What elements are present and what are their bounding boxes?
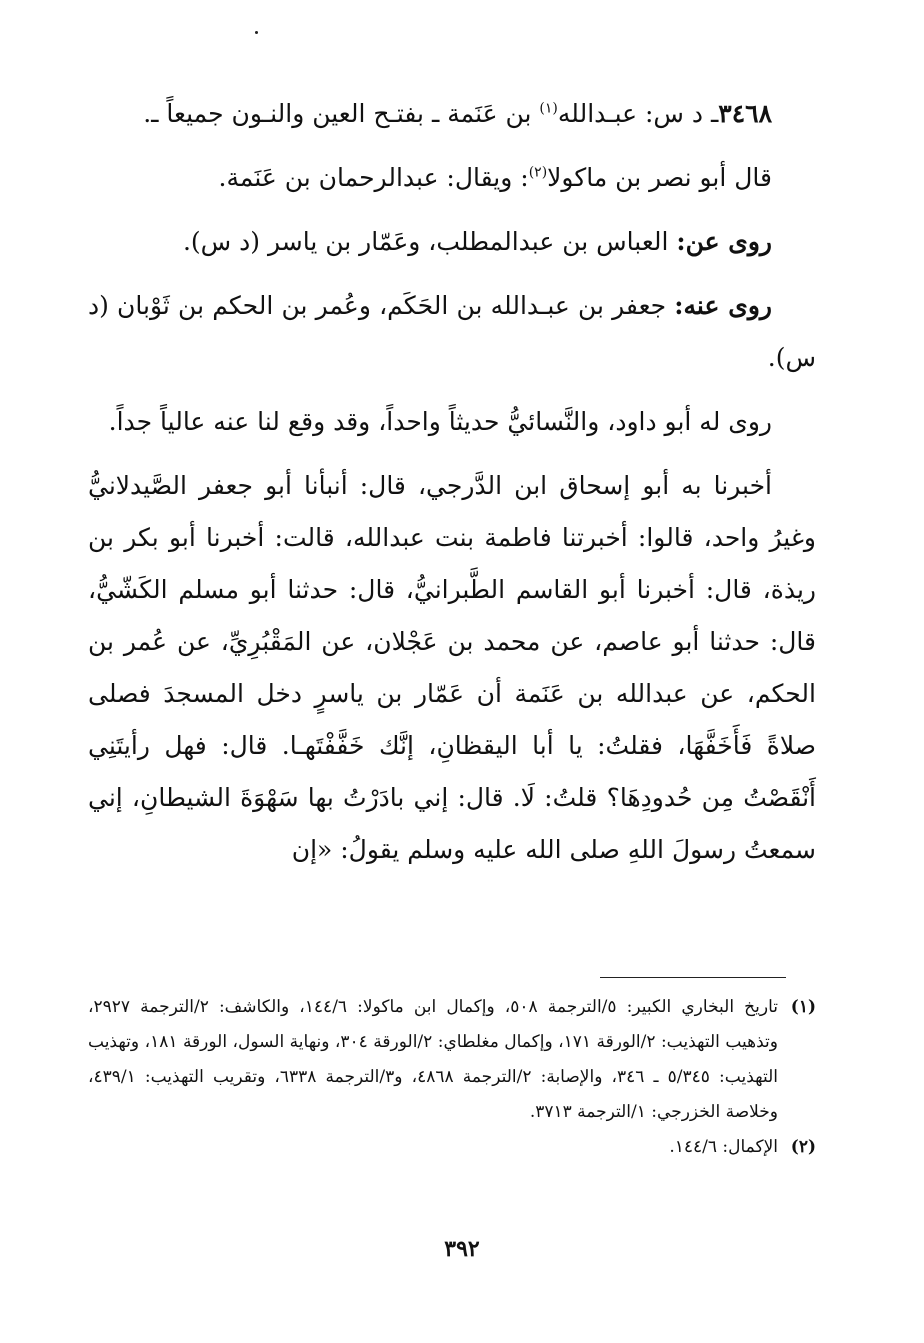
- makula-line: [88, 152, 816, 204]
- makula-rest: : ويقال: عبدالرحمان بن عَنَمة.: [218, 163, 529, 192]
- narrated-by-label: روى عنه:: [674, 291, 773, 320]
- narrated-from: [88, 216, 816, 268]
- entry-head-rest: بن عَنَمة ـ بفتـح العين والنـون جميعاً ـ.: [143, 99, 540, 128]
- scan-speck: [255, 31, 258, 34]
- footnote-mark: (١): [790, 997, 816, 1017]
- footnote-2: [88, 1130, 816, 1165]
- footnote-text: تاريخ البخاري الكبير: ٥/الترجمة ٥٠٨، وإكمال ابن ماكولا: ١٤٤/٦، والكاشف: ٢/الترجمة ٢٩٢٧، وتذهيب التهذيب: ٢/الورقة ١٧١، وإكمال مغلطاي: ٢/الورقة ٣٠٤، ونهاية السول، الورقة ١٨١، وتهذيب التهذيب: ٥/٣٤٥ ـ ٣٤٦، والإصابة: ٢/الترجمة ٤٨٦٨، و٣/الترجمة ٦٣٣٨، وتقريب التهذيب: ٤٣٩/١، وخلاصة الخزرجي: ١/الترجمة ٣٧١٣.: [88, 997, 779, 1122]
- transmitters-paragraph: روى له أبو داود، والنَّسائيُّ حديثاً واحداً، وقد وقع لنا عنه عالياً جداً.: [108, 407, 772, 436]
- narrated-from-label: روى عن:: [676, 227, 772, 256]
- footnote-separator: [600, 977, 786, 978]
- narrated-by: [88, 280, 816, 384]
- main-text: [88, 88, 816, 888]
- narrated-from-text: العباس بن عبدالمطلب، وعَمّار بن ياسر (د س).: [182, 227, 677, 256]
- footnote-text: الإكمال: ١٤٤/٦.: [669, 1137, 778, 1157]
- footnote-ref-2[interactable]: (٢): [528, 164, 548, 181]
- footnote-mark: (٢): [790, 1137, 816, 1157]
- hadith-paragraph: أخبرنا به أبو إسحاق ابن الدَّرجي، قال: أنبأنا أبو جعفر الصَّيدلانيُّ وغيرُ واحد، قالوا: أخبرتنا فاطمة بنت عبدالله، قالت: أخبرنا أبو بكر بن ريذة، قال: أخبرنا أبو القاسم الطَّبرانيُّ، قال: حدثنا أبو مسلم الكَشّيُّ، قال: حدثنا أبو عاصم، عن محمد بن عَجْلان، عن المَقْبُرِيِّ، عن عُمر بن الحكم، عن عبدالله بن عَنَمة أن عَمّار بن ياسرٍ دخل المسجدَ فصلى صلاةً فَأَخَفَّهَا، فقلتُ: يا أبا اليقظانِ، إنَّك خَفَّفْتَهـا. قال: فهل رأيتَنِي أَنْقَصْتُ مِن حُدودِهَا؟ قلتُ: لَا. قال: إني بادَرْتُ بها سَهْوَةَ الشيطانِ، إني سمعتُ رسولَ اللهِ صلى الله عليه وسلم يقولُ: «إن: [88, 471, 816, 864]
- entry-head: ـ د س: عبـدالله: [557, 99, 719, 128]
- footnote-ref-1[interactable]: (١): [539, 100, 558, 117]
- narrated-by-text: جعفر بن عبـدالله بن الحَكَم، وعُمر بن الحكم بن ثَوْبان (د س).: [88, 291, 816, 372]
- entry-heading: [88, 88, 816, 140]
- entry-number: ٣٤٦٨: [718, 99, 772, 128]
- footnote-1: [88, 990, 816, 1130]
- page-number: ٣٩٢: [444, 1236, 480, 1262]
- footnotes: [88, 990, 816, 1165]
- makula-text: قال أبو نصر بن ماكولا: [547, 163, 772, 192]
